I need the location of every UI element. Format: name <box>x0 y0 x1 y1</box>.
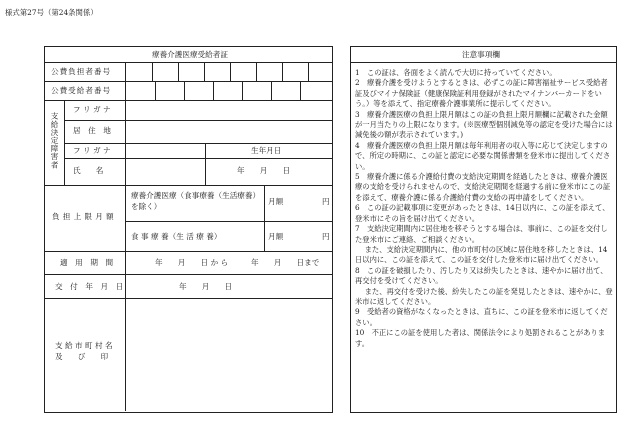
divider <box>44 62 333 63</box>
divider <box>44 298 333 299</box>
divider <box>44 81 333 82</box>
divider <box>64 143 333 144</box>
note-item: 6 この証の記載事項に変更があったときは、14日以内に、この証を添えて、登米市にその旨を届け出てください。 <box>355 203 610 223</box>
note-item: 3 療養介護医療の負担上限月額はこの証の負担上限月額欄に記載された金額が一月当たりの上限になります。(※医療型個別減免等の認定を受けた場合には減免後の額が表示されています。) <box>355 109 613 140</box>
medical-amount-label: 月額 <box>268 197 284 206</box>
note-item: 9 受給者の資格がなくなったときは、直ちに、この証を登米市に返してください。 <box>355 307 608 327</box>
period-value: 年 月 日 か ら 年 月 日まで <box>155 258 320 267</box>
note-item: 8 この証を破損したり、汚したり又は紛失したときは、速やかに届け出て、再交付を受けてください。 <box>355 265 608 286</box>
medical-label: 療養介護医療（食事療養（生活療養）を除く） <box>131 191 261 211</box>
meal-amount-label: 月額 <box>268 232 284 241</box>
divider <box>64 120 333 121</box>
divider <box>44 251 333 252</box>
medical-yen: 円 <box>322 197 330 206</box>
divider <box>64 158 333 159</box>
column-divider <box>205 143 206 185</box>
divider <box>44 274 333 275</box>
municipality-label: 支 給 市 町 村 名 <box>55 341 113 350</box>
meal-label: 食 事 療 養（生 活 療 養） <box>131 232 222 241</box>
note-item: 1 この証は、各面をよく読んで大切に持っていてください。 <box>355 68 557 77</box>
furigana-label: フ リ ガ ナ <box>73 146 111 155</box>
recipient-number-label: 公費受給者番号 <box>51 86 112 95</box>
notes-list <box>355 68 613 349</box>
note-item: 5 療養介護に係る介護給付費の支給決定期間を経過したときは、療養介護医療の支給を受けられませんので、支給決定期間を経過する前に登米市にこの証を添えて、療養介護に係る介護給付費の支給の再申請をしてください。 <box>355 172 611 202</box>
note-item: 4 療養介護医療の負担上限月額は毎年利用者の収入等に応じて決定しますので、所定の時期に、この証と認定に必要な関係書類を登米市に提出してください。 <box>355 140 611 171</box>
cap-label: 負 担 上 限 月 額 <box>52 212 115 221</box>
name-label: 氏 名 <box>73 166 104 175</box>
note-item: 7 支給決定期間内に居住地を移そうとする場合は、事前に、この証を交付した登米市にご連絡、ご相談ください。 <box>355 224 608 244</box>
divider <box>44 100 333 101</box>
divider <box>44 185 333 186</box>
divider <box>350 62 617 63</box>
issue-date-value: 年 月 日 <box>179 282 233 291</box>
column-divider <box>64 100 65 185</box>
notes-title: 注意事項欄 <box>462 50 500 59</box>
note-item: また、再交付を受けた後、紛失したこの証を発見したときは、速やかに、登米市に返してください。 <box>355 286 613 306</box>
issue-date-label: 交 付 年 月 日 <box>55 282 124 291</box>
period-label: 適 用 期 間 <box>60 258 114 267</box>
furigana-label: フ リ ガ ナ <box>73 105 111 114</box>
form-number: 様式第27号（第24条関係） <box>5 8 98 17</box>
meal-yen: 円 <box>322 232 330 241</box>
note-item: 10 不正にこの証を使用した者は、関係法令により処罰されることがあります。 <box>355 328 606 348</box>
divider <box>125 221 333 222</box>
address-label: 居 住 地 <box>73 126 111 135</box>
municipality-seal-label: 及 び 印 <box>55 352 109 361</box>
disabled-person-group-label: 支給決定障害者 <box>50 112 59 169</box>
column-divider <box>125 62 126 411</box>
birthdate-value: 年 月 日 <box>237 166 291 175</box>
birthdate-label: 生年月日 <box>251 146 282 155</box>
certificate-title: 療養介護医療受給者証 <box>152 50 228 59</box>
column-divider <box>264 185 265 251</box>
note-item: 2 療養介護を受けようとするときは、必ずこの証に障害福祉サービス受給者証及びマイナ保険証（健康保険証利用登録がされたマイナンバーカードをいう。）等を添えて、指定療養介護事業所に提示してください。 <box>355 78 608 109</box>
public-payer-label: 公費負担者番号 <box>51 67 112 76</box>
note-item: また、支給決定期間内に、他の市町村の区域に居住地を移したときは、14日以内に、この証を添えて、この証を交付した登米市に届け出てください。 <box>355 244 608 265</box>
